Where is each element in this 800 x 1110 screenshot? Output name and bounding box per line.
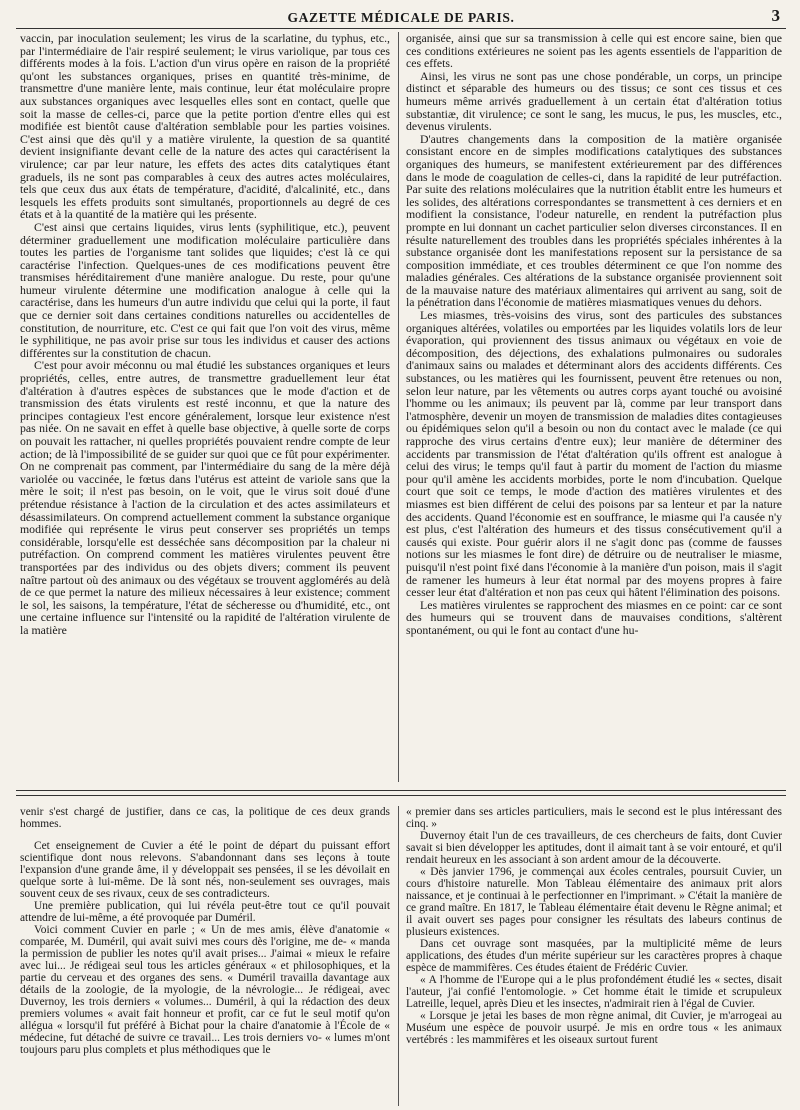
section-separator [16, 795, 786, 796]
article-top-left-column [20, 32, 390, 782]
journal-title: GAZETTE MÉDICALE DE PARIS. [287, 10, 515, 25]
page-number: 3 [771, 6, 780, 25]
paragraph: « Lorsque je jetai les bases de mon règne animal, dit Cuvier, je m'arrogeai au Muséum une espèce de pouvoir usurpé. Je mis en ordre tous « les animaux vertébrés : les mammifères et les oiseaux surtout furent [406, 1010, 782, 1046]
article-top-right-column [406, 32, 782, 782]
paragraph: vaccin, par inoculation seulement; les virus de la scarlatine, du typhus, etc., par l'intermédiaire de l'air respiré seulement; le virus variolique, par tous ces différents modes à la fois. L'action d'un virus opère en raison de la propriété qu'ont les substances organiques, prises en quantité très-minime, de transmettre d'une manière lente, mais continue, leur état moléculaire propre aux substances organiques avec lesquelles elles sont en contact, quelle que soit la masse de celles-ci, parce que la petite portion d'entre elles qui est modifiée est bientôt cause d'altération semblable pour les parties voisines. C'est ainsi que dès qu'il y a matière virulente, la question de sa quantité devient insignifiante devant celle de la nature des actes qui caractérisent la virulence; car par leur nature, les effets des actes dits catalytiques étant graduels, ils ne sont pas comparables à ceux des autres actes moléculaires, tels que ceux dus aux états de température, d'acidité, d'alcalinité, etc., dans lesquels les effets produits sont simultanés, proportionnels au degré de ces états et à la quantité de la matière qui les présente. [20, 32, 390, 222]
article-bottom-right-column [406, 806, 782, 1106]
paragraph: Ainsi, les virus ne sont pas une chose pondérable, un corps, un principe distinct et séparable des humeurs ou des tissus; ce sont ces tissus et ces humeurs même arrivés graduellement à un certain état d'altération totius substantiæ, dit virulence; ce sont le sang, les mucus, le pus, les muscles, etc., devenus virulents. [406, 68, 782, 134]
section-separator [16, 790, 786, 791]
column-rule [398, 806, 399, 1106]
column-rule [398, 32, 399, 782]
paragraph: « A l'homme de l'Europe qui a le plus profondément étudié les « sectes, disait l'auteur, j'ai confié l'entomologie. » Cet homme était le timide et scrupuleux Latreille, lequel, après Dieu et les insectes, n'admirait rien à l'égal de Cuvier. [406, 974, 782, 1010]
paragraph: Les miasmes, très-voisins des virus, sont des particules des substances organiques altérées, volatiles ou emportées par les liquides volatils lors de leur évaporation, qui proviennent des tissus animaux ou végétaux en voie de décomposition, des déjections, des exhalations pulmonaires ou sudorales d'animaux sains ou malades et déterminant alors des accidents différents. Ces substances, ou les matières qui les fournissent, peuvent être retenues ou non, selon leur nature, par les vêtements ou autres corps ayant touché ou avoisiné l'homme ou les animaux; ils peuvent par là, comme par leur transport dans l'atmosphère, devenir un moyen de transmission de maladies dites contagieuses ou épidémiques selon qu'il a besoin ou non du contact avec le malade (ce qui rapproche des virus certains d'entre eux); leur manière de déterminer des accidents par transmission de l'état d'altération qu'ils offrent est analogue à celui des virus; le temps qu'il faut à partir du moment de l'action du miasme pour qu'il amène les accidents morbides, porte le nom d'incubation. Quelque court que soit ce temps, le mode d'action des matières virulentes et des miasmes est bien différent de celui des poisons par sa lenteur et par la nature des accidents. Quand l'économie est en souffrance, le miasme qui l'a causée n'y est plus, c'est l'altération des humeurs et des tissus consécutivement qu'il a causés qui existe. Pour guérir alors il ne s'agit donc pas (comme de fausses notions sur les miasmes le font dire) de détruire ou de neutraliser le miasme, puisqu'il n'est point fixé dans l'économie à la manière d'un poison, mais il s'agit de ramener les humeurs à leur état normal par des moyens propres à faire cesser leur état d'altération et non pas ceux qui hâtent l'élimination des poisons. [406, 308, 782, 600]
paragraph: D'autres changements dans la composition de la matière organisée consistant encore en de simples modifications catalytiques des substances organiques des humeurs, se manifestent extérieurement par des différences dans le mode de coagulation de celles-ci, dans la rapidité de leur putréfaction. Par suite des relations moléculaires que la nutrition établit entre les humeurs et les solides, des altérations correspondantes se transmettent à ces derniers et en modifient la consistance, l'odeur naturelle, en rendent la putréfaction plus prompte en lui donnant un cachet particulier selon diverses circonstances. Il en résulte naturellement des troubles dans les propriétés spéciales inhérentes à la substance organisée dont les manifestations reposent sur la persistance de sa composition immédiate, et ces troubles déterminent ce que l'on nomme des maladies générales. Ces altérations de la substance organisée proviennent soit de la mauvaise nature des matériaux alimentaires qui arrivent au sang, soit de la pénétration dans l'économie de matières miasmatiques venues du dehors. [406, 131, 782, 310]
page-header [16, 6, 786, 29]
paragraph: Dans cet ouvrage sont masquées, par la multiplicité même de leurs applications, des études d'un mérite supérieur sur les caractères propres à chaque espèce de mammifères. Ces études étaient de Frédéric Cuvier. [406, 938, 782, 974]
paragraph: Cet enseignement de Cuvier a été le point de départ du puissant effort scientifique dont nous relevons. S'abandonnant dans ses leçons à toute l'expansion d'une grande âme, il y développait ses pensées, il se les dévoilait en quelque sorte à lui-même. De là sont nés, non-seulement ses ouvrages, mais souvent ceux de ses rivaux, ceux de ses contradicteurs. [20, 840, 390, 900]
paragraph: organisée, ainsi que sur sa transmission à celle qui est encore saine, bien que ces conditions extérieures ne soient pas les agents essentiels de l'apparition de ces effets. [406, 32, 782, 71]
paragraph: Duvernoy était l'un de ces travailleurs, de ces chercheurs de faits, dont Cuvier savait si bien développer les aptitudes, dont il aimait tant à se voir entouré, et qu'il rendait heureux en les associant à son ardent amour de la découverte. [406, 830, 782, 866]
paragraph: « premier dans ses articles particuliers, mais le second est le plus intéressant des cinq. » [406, 806, 782, 830]
paragraph: Voici comment Cuvier en parle ; « Un de mes amis, élève d'anatomie « comparée, M. Duméril, qui avait suivi mes cours dès l'origine, me de- « manda la permission de publier les notes qu'il avait prises... J'aimai « mieux le refaire avec lui... Je rédigeai seul tous les articles généraux « et philosophiques, et la partie du cerveau et des organes des sens. « Duméril travailla davantage aux détails de la zoologie, de la myologie, de la névrologie... Je rédigeai, avec Duvernoy, les trois derniers « volumes... Duméril, à qui la rédaction des deux premiers volumes « avait fait honneur et profit, car ce fut le seul motif qu'on allégua « lorsqu'il fut préféré à Bichat pour la chaire d'anatomie à l'École de « médecine, fut détaché de suivre ce travail... Les trois derniers vo- « lumes m'ont toujours paru plus complets et plus méthodiques que le [20, 924, 390, 1056]
paragraph: Une première publication, qui lui révéla peut-être tout ce qu'il pouvait attendre de lui-même, a été provoquée par Duméril. [20, 900, 390, 924]
paragraph: venir s'est chargé de justifier, dans ce cas, la politique de ces deux grands hommes. [20, 806, 390, 830]
paragraph: C'est ainsi que certains liquides, virus lents (syphilitique, etc.), peuvent déterminer graduellement une modification moléculaire particulière dans toutes les parties de l'organisme tant solides que liquides; c'est là ce qui caractérise l'infection. Quelques-unes de ces modifications peuvent être transmises héréditairement d'une manière analogue. Du reste, pour qu'une humeur virulente détermine une modification analogue à celle qui la caractérise, dans les humeurs d'un autre individu que celui qui la porte, il faut que ce dernier soit dans certaines conditions naturelles ou accidentelles de constitution, de nourriture, etc. C'est ce qui fait que l'on voit des virus, même le syphilitique, ne pas avoir prise sur tous les individus et causer des actions différentes sur la constitution de chacun. [20, 219, 390, 360]
paragraph: C'est pour avoir méconnu ou mal étudié les substances organiques et leurs propriétés, celles, entre autres, de transmettre graduellement leur état d'altération à d'autres espèces de substances que le mode d'action et de transmission des états virulents est resté inconnu, et que la nature des principes contagieux l'est encore généralement, lorsque leur existence n'est pas niée. On ne savait en effet à quelle base objective, à quelle sorte de corps on pouvait les rattacher, ni quelles propriétés pouvaient rendre compte de leur action; de là l'impossibilité de se guider sur quoi que ce fût pour expérimenter. On ne comprenait pas comment, par l'intermédiaire du sang de la mère déjà variolée ou vaccinée, le fœtus dans l'utérus est atteint de variole sans que la mère le soit; il n'est pas besoin, on le voit, que le virus soit doué d'une prétendue résistance à l'action de la circulation et des actes assimilateurs et désassimilateurs. On comprend actuellement comment la substance organique modifiée qui représente le virus peut conserver ses propriétés un temps considérable, lorsqu'elle est desséchée sans décomposition par la chaleur ni putréfaction. On comprend comment les matières virulentes peuvent être transportées par des individus ou des objets divers; comment ils peuvent naître partout où des animaux ou des végétaux se trouvent agglomérés au delà de ce que permet la nature des milieux nécessaires à leur existence; comment le sol, les saisons, la température, l'état de sécheresse ou d'humidité, etc., ont une certaine influence sur l'intensité ou la rapidité de l'altération virulente de la matière [20, 358, 390, 637]
article-bottom-left-column [20, 806, 390, 1106]
paragraph: « Dès janvier 1796, je commençai aux écoles centrales, poursuit Cuvier, un cours d'histoire naturelle. Mon Tableau élémentaire des animaux prit alors naissance, et je continuai à le perfectionner en l'imprimant. » C'était la manière de ce grand maître. En 1817, le Tableau élémentaire était devenu le Règne animal; et il avait ouvert ses pages pour consigner les résultats des labeurs continus de plusieurs existences. [406, 866, 782, 938]
paragraph: Les matières virulentes se rapprochent des miasmes en ce point: car ce sont des humeurs qui se trouvent dans de mauvaises conditions, s'altèrent spontanément, ou qui le font au contact d'une hu- [406, 597, 782, 637]
